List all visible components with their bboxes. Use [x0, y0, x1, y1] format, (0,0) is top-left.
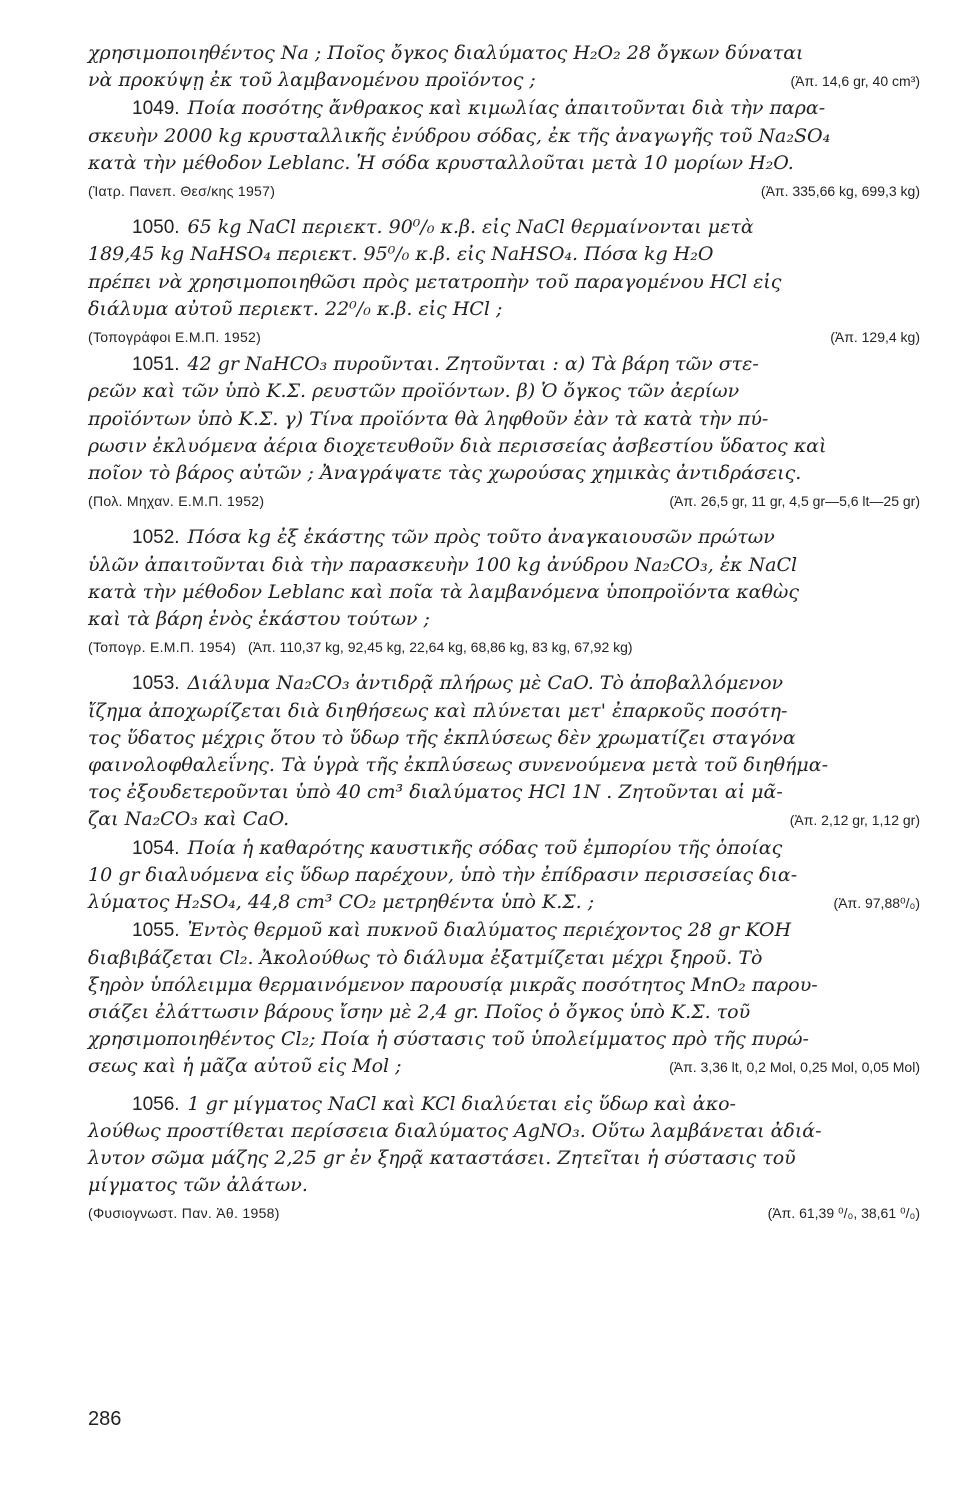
line-text: ρεῶν καὶ τῶν ὑπὸ Κ.Σ. ρευστῶν προϊόντων. β) Ὁ ὄγκος τῶν ἀερίων: [88, 380, 740, 403]
line-text: προϊόντων ὑπὸ Κ.Σ. γ) Τίνα προϊόντα θὰ ληφθοῦν ἐὰν τὰ κατὰ τὴν πύ-: [88, 407, 769, 430]
text-line: [88, 806, 920, 834]
line-text: 42 gr NaHCO₃ πυροῦνται. Ζητοῦνται : α) Τὰ βάρη τῶν στε-: [187, 353, 759, 376]
problem-first-line: [88, 351, 920, 378]
source-line: [88, 633, 920, 661]
problem-number: 1050.: [132, 217, 180, 239]
line-text: Πόσα kg ἐξ ἑκάστης τῶν πρὸς τοῦτο ἀναγκαιουσῶν πρώτων: [187, 526, 775, 549]
text-line: [88, 378, 920, 405]
line-text: Ἐντὸς θερμοῦ καὶ πυκνοῦ διαλύματος περιέχοντος 28 gr KOH: [187, 919, 792, 942]
text-line: [88, 779, 920, 806]
text-line: [88, 752, 920, 779]
line-text: μίγματος τῶν ἀλάτων.: [88, 1174, 308, 1197]
text-line: [88, 552, 920, 579]
line-text: Ποία ποσότης ἄνθρακος καὶ κιμωλίας ἀπαιτοῦνται διὰ τὴν παρα-: [187, 97, 826, 120]
answer: (Ἀπ. 97,88⁰/₀): [833, 895, 920, 912]
source-citation: (Πολ. Μηχαν. Ε.Μ.Π. 1952): [88, 493, 265, 510]
text-line: [88, 862, 920, 889]
line-text: 189,45 kg NaHSO₄ περιεκτ. 95⁰/₀ κ.β. εἰς NaHSO₄. Πόσα kg H₂O: [88, 243, 714, 266]
source-citation: (Ἰατρ. Πανεπ. Θεσ/κης 1957): [88, 183, 276, 200]
problem-number: 1049.: [132, 98, 180, 120]
line-text: Διάλυμα Na₂CO₃ ἀντιδρᾷ πλήρως μὲ CaO. Τὸ ἀποβαλλόμενον: [187, 672, 784, 695]
text-line: [88, 1145, 920, 1172]
answer: (Ἀπ. 14,6 gr, 40 cm³): [790, 73, 920, 90]
line-text: Ποία ἡ καθαρότης καυστικῆς σόδας τοῦ ἐμπορίου τῆς ὁποίας: [187, 836, 783, 859]
source-line: [88, 1199, 920, 1227]
line-text: νὰ προκύψῃ ἐκ τοῦ λαμβανομένου προϊόντος ;: [88, 69, 536, 92]
line-text: διαβιβάζεται Cl₂. Ἀκολούθως τὸ διάλυμα ἐξατμίζεται μέχρι ξηροῦ. Τὸ: [88, 946, 763, 969]
line-text: τος ἐξουδετεροῦνται ὑπὸ 40 cm³ διαλύματος HCl 1N . Ζητοῦνται αἱ μᾶ-: [88, 781, 783, 804]
line-text: κατὰ τὴν μέθοδον Leblanc καὶ ποῖα τὰ λαμβανόμενα ὑποπροϊόντα καθὼς: [88, 580, 800, 603]
line-text: λύματος H₂SO₄, 44,8 cm³ CO₂ μετρηθέντα ὑπὸ Κ.Σ. ;: [88, 891, 595, 914]
source-line: [88, 323, 920, 351]
answer: (Ἀπ. 2,12 gr, 1,12 gr): [789, 812, 920, 829]
text-line: [88, 889, 920, 917]
problem-number: 1052.: [132, 527, 180, 549]
line-text: ρωσιν ἐκλυόμενα ἀέρια διοχετευθοῦν διὰ περισσείας ἀσβεστίου ὕδατος καὶ: [88, 434, 827, 457]
text-line: [88, 460, 920, 487]
problem-first-line: [88, 917, 920, 944]
answer: (Ἀπ. 129,4 kg): [830, 329, 920, 346]
text-line: [88, 1172, 920, 1199]
text-line: [88, 972, 920, 999]
text-line: [88, 698, 920, 725]
text-line: [88, 150, 920, 177]
source-citation: (Τοπογράφοι Ε.Μ.Π. 1952): [88, 329, 262, 346]
text-line: [88, 433, 920, 460]
problem-first-line: [88, 95, 920, 122]
line-text: πρέπει νὰ χρησιμοποιηθῶσι πρὸς μετατροπὴν τοῦ παραγομένου HCl εἰς: [88, 270, 782, 293]
text-line: [88, 40, 920, 67]
text-line: [88, 999, 920, 1026]
answer: (Ἀπ. 335,66 kg, 699,3 kg): [760, 183, 920, 200]
line-text: σεως καὶ ἡ μᾶζα αὐτοῦ εἰς Mol ;: [88, 1055, 402, 1078]
answer: (Ἀπ. 110,37 kg, 92,45 kg, 22,64 kg, 68,86 kg, 83 kg, 67,92 kg): [248, 639, 633, 656]
line-text: κατὰ τὴν μέθοδον Leblanc. Ἡ σόδα κρυσταλλοῦται μετὰ 10 μορίων H₂O.: [88, 151, 794, 174]
problem-number: 1055.: [132, 920, 180, 942]
line-text: ξηρὸν ὑπόλειμμα θερμαινόμενον παρουσίᾳ μικρᾶς ποσότητος MnO₂ παρου-: [88, 973, 818, 996]
answer: (Ἀπ. 26,5 gr, 11 gr, 4,5 gr—5,6 lt—25 gr): [669, 493, 920, 510]
problem-number: 1051.: [132, 354, 180, 376]
page-body: [88, 40, 920, 1228]
line-text: σιάζει ἐλάττωσιν βάρους ἴσην μὲ 2,4 gr. Ποῖος ὁ ὄγκος ὑπὸ Κ.Σ. τοῦ: [88, 1000, 751, 1023]
source-line: [88, 177, 920, 205]
text-line: [88, 269, 920, 296]
text-line: [88, 579, 920, 606]
problem-first-line: [88, 1091, 920, 1118]
answer: (Ἀπ. 61,39 ⁰/₀, 38,61 ⁰/₀): [767, 1205, 920, 1222]
page-number: 286: [88, 1408, 122, 1430]
problem-number: 1054.: [132, 837, 180, 859]
text-line: [88, 945, 920, 972]
text-line: [88, 296, 920, 323]
text-line: [88, 123, 920, 150]
line-text: φαινολοφθαλεΐνης. Τὰ ὑγρὰ τῆς ἐκπλύσεως συνενούμενα μετὰ τοῦ διηθήμα-: [88, 754, 829, 777]
text-line: [88, 1118, 920, 1145]
line-text: ἴζημα ἀποχωρίζεται διὰ διηθήσεως καὶ πλύνεται μετ' ἐπαρκοῦς ποσότη-: [88, 699, 788, 722]
problem-first-line: [88, 214, 920, 241]
source-citation: (Τοπογρ. Ε.Μ.Π. 1954): [88, 639, 237, 656]
line-text: λούθως προστίθεται περίσσεια διαλύματος AgNO₃. Οὕτω λαμβάνεται ἀδιά-: [88, 1119, 822, 1142]
text-line: [88, 406, 920, 433]
text-line: [88, 241, 920, 268]
line-text: ζαι Na₂CO₃ καὶ CaO.: [88, 808, 290, 831]
problem-number: 1053.: [132, 673, 180, 695]
text-line: [88, 1053, 920, 1081]
line-text: χρησιμοποιηθέντος Cl₂; Ποία ἡ σύστασις τοῦ ὑπολείμματος πρὸ τῆς πυρώ-: [88, 1028, 809, 1051]
line-text: καὶ τὰ βάρη ἑνὸς ἑκάστου τούτων ;: [88, 608, 430, 631]
problem-first-line: [88, 835, 920, 862]
text-line: [88, 606, 920, 633]
text-line: [88, 1026, 920, 1053]
line-text: χρησιμοποιηθέντος Na ; Ποῖος ὄγκος διαλύματος H₂O₂ 28 ὄγκων δύναται: [88, 42, 804, 64]
line-text: 10 gr διαλυόμενα εἰς ὕδωρ παρέχουν, ὑπὸ τὴν ἐπίδρασιν περισσείας δια-: [88, 863, 798, 886]
text-line: [88, 725, 920, 752]
problem-first-line: [88, 670, 920, 697]
text-line: [88, 67, 920, 95]
line-text: τος ὕδατος μέχρις ὅτου τὸ ὕδωρ τῆς ἐκπλύσεως δὲν χρωματίζει σταγόνα: [88, 726, 796, 749]
line-text: λυτον σῶμα μάζης 2,25 gr ἐν ξηρᾷ καταστάσει. Ζητεῖται ἡ σύστασις τοῦ: [88, 1146, 796, 1169]
line-text: 1 gr μίγματος NaCl καὶ KCl διαλύεται εἰς ὕδωρ καὶ ἀκο-: [187, 1092, 736, 1115]
source-line: [88, 487, 920, 515]
line-text: 65 kg NaCl περιεκτ. 90⁰/₀ κ.β. εἰς NaCl θερμαίνονται μετὰ: [187, 216, 754, 239]
source-citation: (Φυσιογνωστ. Παν. Ἀθ. 1958): [88, 1205, 280, 1222]
line-text: διάλυμα αὐτοῦ περιεκτ. 22⁰/₀ κ.β. εἰς HCl ;: [88, 297, 503, 320]
problem-first-line: [88, 524, 920, 551]
problem-number: 1056.: [132, 1093, 180, 1115]
line-text: ὑλῶν ἀπαιτοῦνται διὰ τὴν παρασκευὴν 100 kg ἀνύδρου Na₂CO₃, ἐκ NaCl: [88, 553, 798, 576]
line-text: σκευὴν 2000 kg κρυσταλλικῆς ἐνύδρου σόδας, ἐκ τῆς ἀναγωγῆς τοῦ Na₂SO₄: [88, 124, 831, 147]
line-text: ποῖον τὸ βάρος αὐτῶν ; Ἀναγράψατε τὰς χωρούσας χημικὰς ἀντιδράσεις.: [88, 462, 802, 485]
answer: (Ἀπ. 3,36 lt, 0,2 Mol, 0,25 Mol, 0,05 Mol): [669, 1059, 920, 1076]
